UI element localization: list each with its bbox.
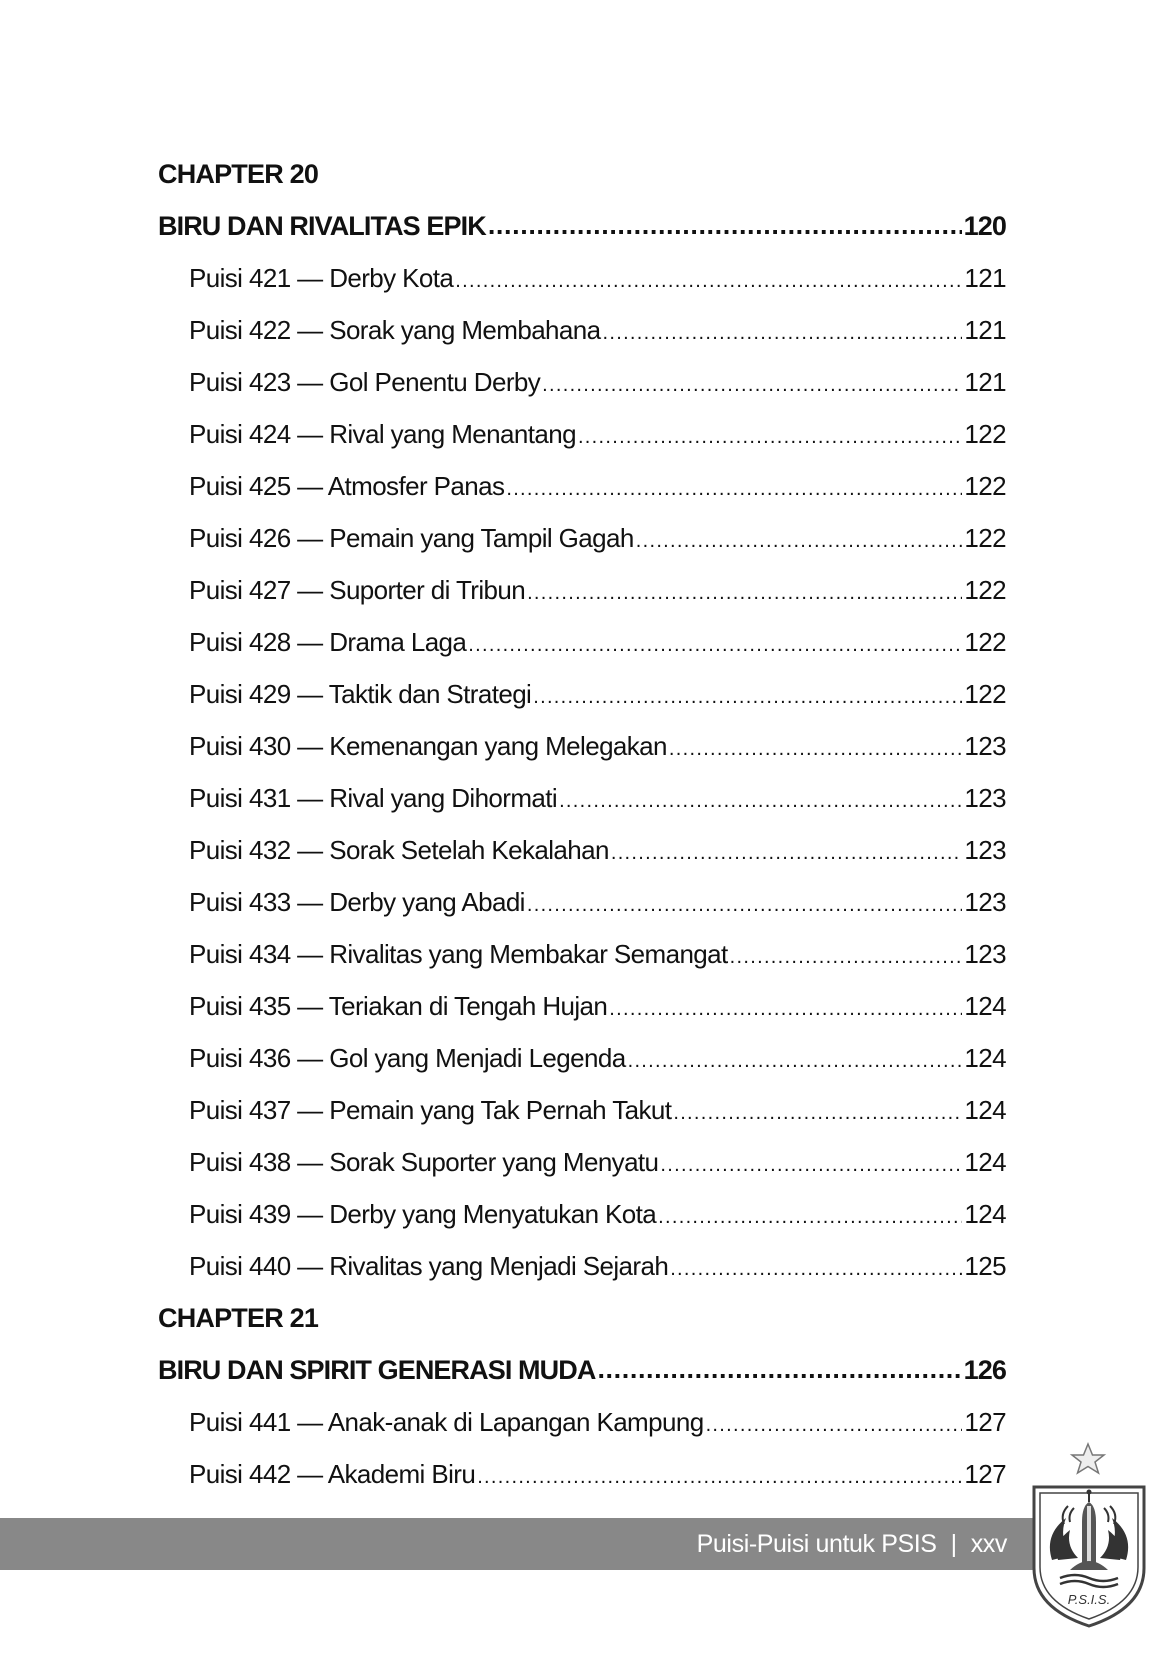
footer-bar <box>0 1518 1034 1570</box>
toc-entry[interactable] <box>158 1138 1006 1190</box>
toc-entry[interactable] <box>158 566 1006 618</box>
dot-leader <box>468 634 962 657</box>
dot-leader <box>636 530 963 553</box>
page-number: 121 <box>964 263 1006 293</box>
toc-entry[interactable] <box>158 774 1006 826</box>
toc-entry[interactable] <box>158 618 1006 670</box>
toc-entry[interactable] <box>158 1398 1006 1450</box>
dot-leader <box>706 1414 963 1437</box>
footer-separator: | <box>950 1529 957 1558</box>
entry-title: Puisi 433 — Derby yang Abadi <box>189 887 525 917</box>
toc-entry[interactable] <box>158 1086 1006 1138</box>
entry-title: Puisi 427 — Suporter di Tribun <box>189 575 526 605</box>
dot-leader <box>658 1206 962 1229</box>
entry-title: Puisi 441 — Anak-anak di Lapangan Kampung <box>189 1407 704 1437</box>
chapter-label: CHAPTER 21 <box>158 1303 319 1333</box>
entry-title: Puisi 431 — Rival yang Dihormati <box>189 783 558 813</box>
crest-text: P.S.I.S. <box>1067 1592 1111 1607</box>
entry-title: Puisi 428 — Drama Laga <box>189 627 467 657</box>
entry-title: Puisi 425 — Atmosfer Panas <box>189 471 505 501</box>
page-number: 122 <box>964 679 1006 709</box>
page-number: 121 <box>964 367 1006 397</box>
dot-leader <box>603 322 963 345</box>
toc-entry[interactable] <box>158 410 1006 462</box>
page-number: 124 <box>964 1095 1006 1125</box>
page-number: 124 <box>964 1199 1006 1229</box>
page-number: 122 <box>964 627 1006 657</box>
entry-title: Puisi 440 — Rivalitas yang Menjadi Sejarah <box>189 1251 669 1281</box>
psis-crest-icon <box>1030 1440 1150 1630</box>
entry-title: Puisi 429 — Taktik dan Strategi <box>189 679 532 709</box>
dot-leader <box>506 478 962 501</box>
entry-title: Puisi 430 — Kemenangan yang Melegakan <box>189 731 667 761</box>
chapter-heading <box>158 150 1006 202</box>
page-number: 126 <box>963 1355 1006 1385</box>
table-of-contents <box>158 150 1006 1502</box>
chapter-heading <box>158 1294 1006 1346</box>
page-number: 124 <box>964 991 1006 1021</box>
entry-title: Puisi 426 — Pemain yang Tampil Gagah <box>189 523 634 553</box>
footer-page-number: xxv <box>970 1529 1007 1558</box>
dot-leader <box>609 998 962 1021</box>
page-number: 121 <box>964 315 1006 345</box>
entry-title: Puisi 439 — Derby yang Menyatukan Kota <box>189 1199 657 1229</box>
star-icon <box>1072 1444 1104 1473</box>
page-number: 122 <box>964 523 1006 553</box>
toc-entry[interactable] <box>158 982 1006 1034</box>
dot-leader <box>527 582 962 605</box>
footer-book-title: Puisi-Puisi untuk PSIS <box>696 1529 937 1558</box>
entry-title: Puisi 438 — Sorak Suporter yang Menyatu <box>189 1147 659 1177</box>
dot-leader <box>670 1258 962 1281</box>
dot-leader <box>597 1354 961 1385</box>
toc-entry[interactable] <box>158 358 1006 410</box>
page-number: 122 <box>964 471 1006 501</box>
toc-entry[interactable] <box>158 722 1006 774</box>
toc-entry[interactable] <box>158 254 1006 306</box>
page-number: 127 <box>964 1459 1006 1489</box>
entry-title: Puisi 421 — Derby Kota <box>189 263 454 293</box>
toc-entry[interactable] <box>158 1450 1006 1502</box>
chapter-title-row[interactable] <box>158 1346 1006 1398</box>
dot-leader <box>578 426 962 449</box>
toc-entry[interactable] <box>158 1242 1006 1294</box>
page-number: 122 <box>964 575 1006 605</box>
page-number: 120 <box>963 211 1006 241</box>
entry-title: Puisi 424 — Rival yang Menantang <box>189 419 576 449</box>
toc-entry[interactable] <box>158 462 1006 514</box>
dot-leader <box>730 946 963 969</box>
toc-entry[interactable] <box>158 514 1006 566</box>
dot-leader <box>527 894 963 917</box>
entry-title: Puisi 423 — Gol Penentu Derby <box>189 367 541 397</box>
dot-leader <box>477 1466 962 1489</box>
dot-leader <box>455 270 962 293</box>
toc-entry[interactable] <box>158 930 1006 982</box>
dot-leader <box>611 842 963 865</box>
toc-entry[interactable] <box>158 878 1006 930</box>
page-number: 123 <box>964 835 1006 865</box>
dot-leader <box>660 1154 962 1177</box>
chapter-title: BIRU DAN RIVALITAS EPIK <box>158 211 486 241</box>
dot-leader <box>673 1102 962 1125</box>
entry-title: Puisi 434 — Rivalitas yang Membakar Semangat <box>189 939 728 969</box>
page-number: 123 <box>964 887 1006 917</box>
dot-leader <box>669 738 962 761</box>
toc-entry[interactable] <box>158 670 1006 722</box>
dot-leader <box>559 790 962 813</box>
page-number: 127 <box>964 1407 1006 1437</box>
dot-leader <box>533 686 962 709</box>
chapter-label: CHAPTER 20 <box>158 159 319 189</box>
chapter-title-row[interactable] <box>158 202 1006 254</box>
entry-title: Puisi 442 — Akademi Biru <box>189 1459 476 1489</box>
dot-leader <box>542 374 962 397</box>
toc-entry[interactable] <box>158 306 1006 358</box>
page-number: 124 <box>964 1043 1006 1073</box>
entry-title: Puisi 422 — Sorak yang Membahana <box>189 315 601 345</box>
dot-leader <box>628 1050 963 1073</box>
entry-title: Puisi 435 — Teriakan di Tengah Hujan <box>189 991 608 1021</box>
page-number: 122 <box>964 419 1006 449</box>
page-number: 123 <box>964 783 1006 813</box>
chapter-title: BIRU DAN SPIRIT GENERASI MUDA <box>158 1355 596 1385</box>
toc-entry[interactable] <box>158 826 1006 878</box>
page-number: 123 <box>964 939 1006 969</box>
page-number: 123 <box>964 731 1006 761</box>
entry-title: Puisi 436 — Gol yang Menjadi Legenda <box>189 1043 626 1073</box>
page-number: 125 <box>964 1251 1006 1281</box>
toc-entry[interactable] <box>158 1034 1006 1086</box>
page-number: 124 <box>964 1147 1006 1177</box>
dot-leader <box>488 210 962 241</box>
entry-title: Puisi 437 — Pemain yang Tak Pernah Takut <box>189 1095 672 1125</box>
toc-entry[interactable] <box>158 1190 1006 1242</box>
entry-title: Puisi 432 — Sorak Setelah Kekalahan <box>189 835 609 865</box>
